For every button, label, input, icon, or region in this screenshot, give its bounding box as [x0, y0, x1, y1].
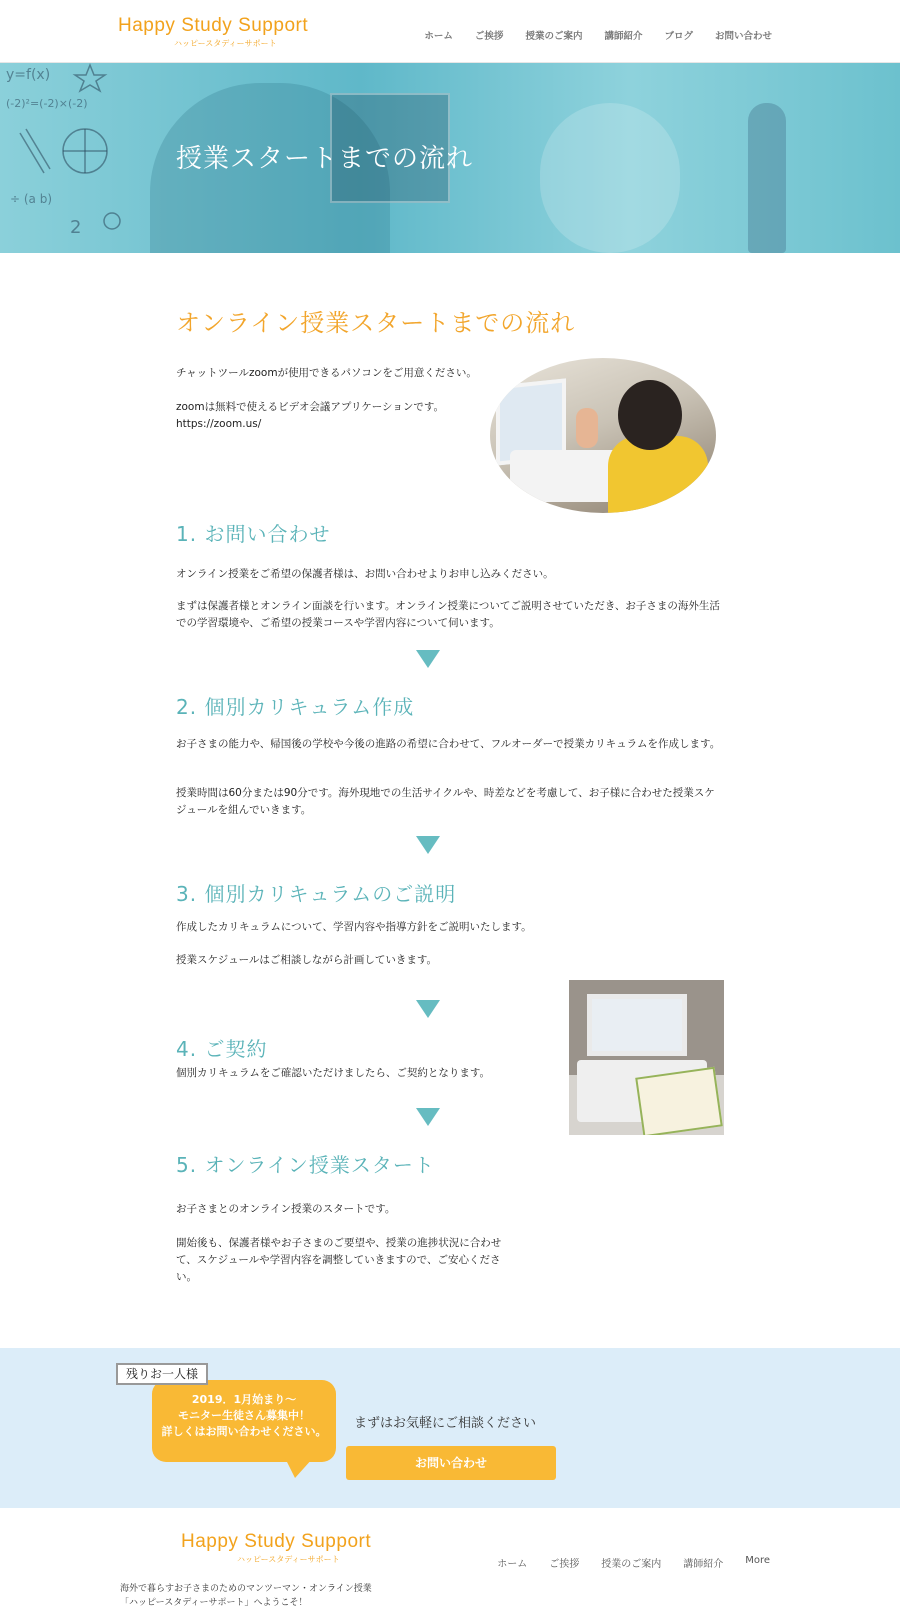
svg-text:y=f(x): y=f(x) [6, 67, 51, 83]
girl-hand [576, 408, 598, 448]
hero-photo-hand [540, 103, 680, 253]
main-content [0, 253, 900, 1348]
footer-text-line-1: 海外で暮らすお子さまのためのマンツーマン・オンライン授業 [120, 1584, 372, 1594]
step-1-text-1: オンライン授業をご希望の保護者様は、お問い合わせよりお申し込みください。 [176, 568, 554, 580]
math-doodle-icon [0, 63, 140, 253]
site-logo[interactable] [118, 14, 358, 56]
footer-nav-greeting[interactable]: ご挨拶 [549, 1559, 580, 1570]
nav-item-teachers[interactable]: 講師紹介 [604, 31, 643, 42]
svg-text:(-2)²=(-2)×(-2): (-2)²=(-2)×(-2) [6, 97, 88, 110]
bubble-line-1: 2019．1月始まり〜 [191, 1393, 297, 1406]
logo-subtitle: ハッピースタディーサポート [174, 39, 277, 48]
photo-laptop-textbook [569, 980, 724, 1135]
svg-text:÷ (a b): ÷ (a b) [10, 192, 53, 206]
step-3-text-1: 作成したカリキュラムについて、学習内容や指導方針をご説明いたします。 [176, 921, 532, 933]
intro-line1: チャットツールzoomが使用できるパソコンをご用意ください。 [176, 367, 477, 379]
footer-nav-lessons[interactable]: 授業のご案内 [601, 1559, 662, 1570]
step-2-heading: 2. 個別カリキュラム作成 [176, 695, 415, 719]
intro-text [176, 365, 496, 382]
photo-textbook [635, 1067, 723, 1135]
hero-banner [0, 63, 900, 253]
nav-item-lessons[interactable]: 授業のご案内 [525, 31, 583, 42]
arrow-down-icon [416, 836, 440, 854]
bubble-line-3: 詳しくはお問い合わせください。 [161, 1425, 327, 1438]
arrow-down-icon [416, 650, 440, 668]
step-4-heading: 4. ご契約 [176, 1037, 268, 1061]
intro-text-2 [176, 399, 476, 433]
step-1-text-2: まずは保護者様とオンライン面談を行います。オンライン授業についてご説明させていただき、お子さまの海外生活での学習環境や、ご希望の授業コースや学習内容について伺います。 [176, 600, 720, 629]
main-nav [424, 28, 772, 42]
nav-item-contact[interactable]: お問い合わせ [714, 31, 772, 42]
cta-text: まずはお気軽にご相談ください [354, 1416, 537, 1431]
footer-nav [497, 1555, 770, 1570]
footer-text-line-2: 「ハッピースタディーサポート」へようこそ！ [120, 1598, 308, 1608]
footer-nav-home[interactable]: ホーム [497, 1559, 528, 1570]
photo-girl-laptop [490, 358, 716, 513]
monitor-recruit-bubble [152, 1380, 336, 1462]
footer-logo-title: Happy Study Support [181, 1531, 372, 1552]
nav-item-blog[interactable]: ブログ [664, 31, 693, 42]
nav-item-greeting[interactable]: ご挨拶 [474, 31, 504, 42]
speech-tail-icon [285, 1458, 313, 1478]
footer-logo[interactable] [181, 1530, 421, 1572]
site-header [0, 0, 900, 63]
footer-description [120, 1582, 372, 1610]
bubble-line-2: モニター生徒さん募集中！ [178, 1409, 310, 1422]
remaining-seats-badge: 残りお一人様 [116, 1363, 208, 1385]
step-2-text-1: お子さまの能力や、帰国後の学校や今後の進路の希望に合わせて、フルオーダーで授業カリキュラムを作成します。 [176, 738, 721, 750]
cta-section [0, 1348, 900, 1508]
step-3-text-2: 授業スケジュールはご相談しながら計画していきます。 [176, 954, 438, 966]
step-5-text-1: お子さまとのオンライン授業のスタートです。 [176, 1203, 396, 1215]
arrow-down-icon [416, 1108, 440, 1126]
footer-nav-teachers[interactable]: 講師紹介 [683, 1559, 724, 1570]
step-1-heading: 1. お問い合わせ [176, 522, 331, 546]
svg-text:2: 2 [70, 217, 82, 238]
girl-head [618, 380, 682, 450]
nav-item-home[interactable]: ホーム [424, 31, 453, 42]
intro-line2: zoomは無料で使えるビデオ会議アプリケーションです。 [176, 401, 444, 413]
hero-title: 授業スタートまでの流れ [176, 144, 474, 174]
zoom-link[interactable]: https://zoom.us/ [176, 418, 262, 430]
step-4-text-1: 個別カリキュラムをご確認いただけましたら、ご契約となります。 [176, 1067, 491, 1079]
step-3-heading: 3. 個別カリキュラムのご説明 [176, 882, 457, 906]
arrow-down-icon [416, 1000, 440, 1018]
photo-laptop-screen [587, 994, 687, 1056]
site-footer [0, 1508, 900, 1608]
hero-photo-girl-beach [748, 103, 786, 253]
contact-button[interactable]: お問い合わせ [346, 1446, 556, 1480]
footer-logo-subtitle: ハッピースタディーサポート [237, 1555, 340, 1564]
step-2-text-2: 授業時間は60分または90分です。海外現地での生活サイクルや、時差などを考慮して、お子様に合わせた授業スケジュールを組んでいきます。 [176, 787, 715, 816]
page-heading: オンライン授業スタートまでの流れ [176, 309, 576, 337]
step-5-text-2: 開始後も、保護者様やお子さまのご要望や、授業の進捗状況に合わせて、スケジュールや学習内容を調整していきますので、ご安心ください。 [176, 1237, 502, 1283]
footer-nav-more[interactable]: More [745, 1555, 770, 1566]
step-5-heading: 5. オンライン授業スタート [176, 1153, 435, 1177]
logo-title: Happy Study Support [118, 15, 309, 36]
